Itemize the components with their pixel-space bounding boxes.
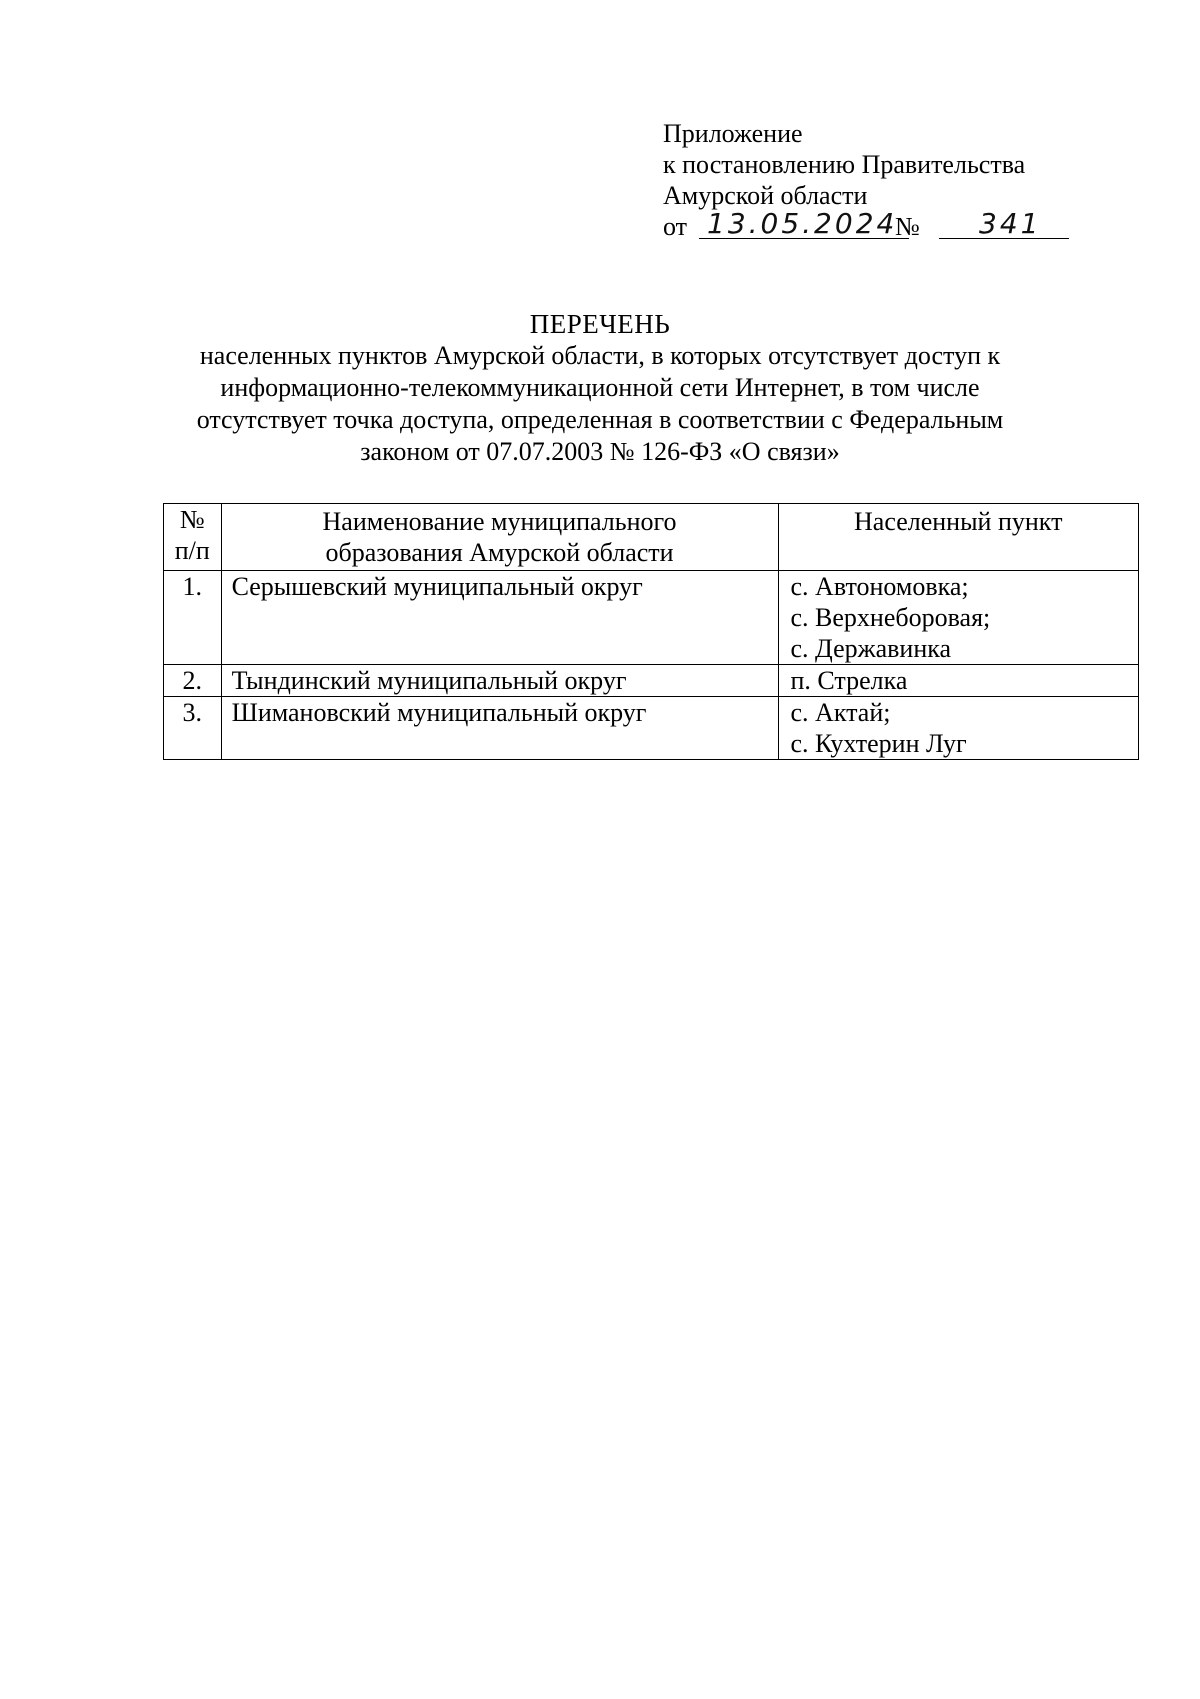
number-sign: № [895,212,920,241]
row-localities [778,665,1139,697]
locality-item: п. Стрелка [790,666,908,695]
header-municipality [221,504,778,571]
subtitle-line-2: информационно-телекоммуникационной сети Интернет, в том числе [220,373,980,402]
handwritten-date: 13.05.2024 [699,209,909,239]
subtitle-line-3: отсутствует точка доступа, определенная в соответствии с Федеральным [196,405,1004,434]
header-number-line-2: п/п [174,536,210,565]
row-number: 2. [164,665,222,697]
appendix-line-3: Амурской области [663,181,868,210]
table-row [164,571,1139,665]
locality-item: с. Кухтерин Луг [790,729,967,758]
appendix-line-2: к постановлению Правительства [663,150,1026,179]
header-locality-label: Населенный пункт [854,507,1063,536]
appendix-block [663,118,1093,245]
header-number [164,504,222,571]
row-number: 1. [164,571,222,665]
row-municipality: Шимановский муниципальный округ [221,697,778,760]
locality-item: с. Державинка [790,634,952,663]
subtitle-line-4: законом от 07.07.2003 № 126-ФЗ «О связи» [360,437,840,466]
table-row [164,697,1139,760]
row-municipality: Серышевский муниципальный округ [221,571,778,665]
handwritten-number: 341 [939,209,1069,239]
header-municipality-line-1: Наименование муниципального [322,507,677,536]
subtitle-line-1: населенных пунктов Амурской области, в которых отсутствует доступ к [199,341,1001,370]
table-header-row [164,504,1139,571]
locality-item: с. Верхнеборовая; [790,603,991,632]
header-locality [778,504,1139,571]
header-number-line-1: № [179,505,205,534]
localities-table [163,503,1139,760]
appendix-date-number-line [663,207,1093,245]
document-title-block [150,308,1050,468]
row-municipality: Тындинский муниципальный округ [221,665,778,697]
date-prefix: от [663,212,688,241]
row-localities [778,571,1139,665]
row-number: 3. [164,697,222,760]
appendix-line-1: Приложение [663,119,803,148]
row-localities [778,697,1139,760]
locality-item: с. Актай; [790,698,891,727]
header-municipality-line-2: образования Амурской области [325,538,674,567]
table-row [164,665,1139,697]
locality-item: с. Автономовка; [790,572,969,601]
document-title: ПЕРЕЧЕНЬ [529,309,671,339]
